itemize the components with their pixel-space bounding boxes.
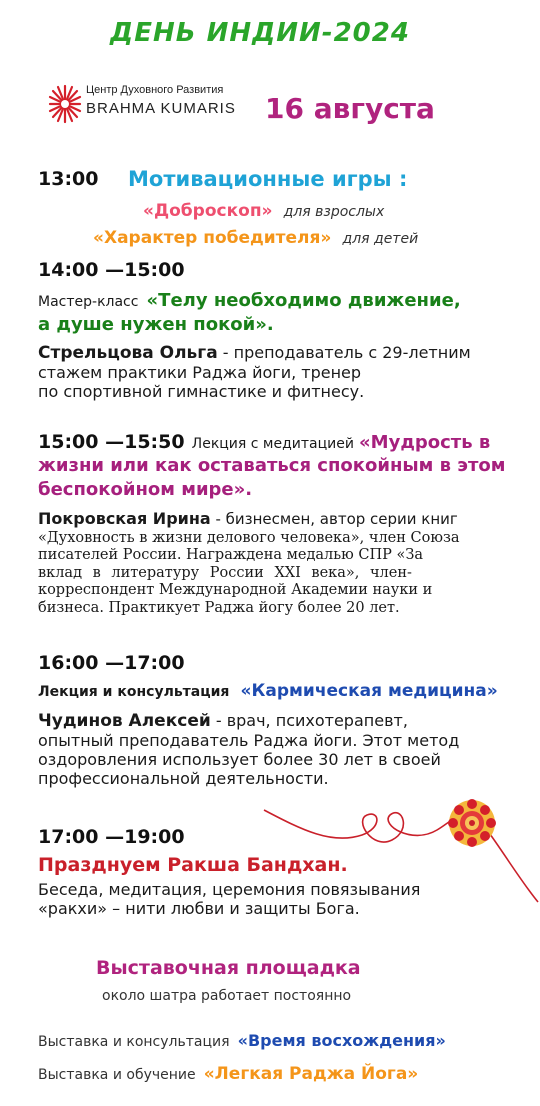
session-type: Лекция и консультация bbox=[38, 684, 230, 700]
game-name: «Характер победителя» bbox=[93, 228, 332, 248]
speaker-name: Чудинов Алексей bbox=[38, 711, 211, 731]
session-title-line1: «Мудрость в bbox=[359, 432, 491, 453]
exhibit-prefix: Выставка и обучение bbox=[38, 1067, 196, 1083]
speaker-name: Стрельцова Ольга bbox=[38, 343, 218, 363]
brahma-kumaris-logo-icon bbox=[48, 84, 82, 124]
exhibit-name: «Время восхождения» bbox=[237, 1031, 446, 1050]
speaker-desc: стажем практики Раджа йоги, тренер bbox=[38, 363, 362, 382]
speaker-desc: бизнеса. Практикует Раджа йогу более 20 лет. bbox=[38, 599, 400, 616]
raksha-desc-line: Беседа, медитация, церемония повязывания bbox=[38, 880, 421, 899]
exhibit-title: Выставочная площадка bbox=[96, 957, 361, 979]
exhibit-name: «Легкая Раджа Йога» bbox=[203, 1064, 419, 1084]
speaker-desc: вклад в литературу России XXI века», член- bbox=[38, 564, 412, 581]
speaker-block bbox=[38, 343, 528, 401]
motivation-heading: Мотивационные игры : bbox=[128, 167, 408, 191]
speaker-desc: по спортивной гимнастике и фитнесу. bbox=[38, 382, 365, 401]
time-14: 14:00 —15:00 bbox=[38, 259, 185, 281]
speaker-desc: оздоровления использует более 30 лет в своей bbox=[38, 750, 441, 769]
raksha-desc-line: «ракхи» – нити любви и защиты Бога. bbox=[38, 899, 360, 918]
time-16: 16:00 —17:00 bbox=[38, 652, 185, 674]
session-title-line2: а душе нужен покой». bbox=[38, 314, 274, 335]
speaker-desc: «Духовность в жизни делового человека», член Союза bbox=[38, 529, 460, 546]
speaker-desc: - преподаватель с 29-летним bbox=[217, 343, 471, 362]
exhibit-subtitle: около шатра работает постоянно bbox=[102, 988, 352, 1004]
session-title-line3: беспокойном мире». bbox=[38, 479, 253, 500]
session-type: Лекция с медитацией bbox=[191, 436, 354, 452]
raksha-desc bbox=[38, 880, 508, 918]
speaker-desc: профессиональной деятельности. bbox=[38, 769, 329, 788]
speaker-desc: - врач, психотерапевт, bbox=[210, 711, 408, 730]
page-title: ДЕНЬ ИНДИИ-2024 bbox=[110, 18, 410, 48]
org-subtitle: Центр Духовного Развития bbox=[86, 84, 224, 96]
game-audience: для взрослых bbox=[283, 204, 385, 220]
org-brand: BRAHMA KUMARIS bbox=[86, 100, 236, 117]
speaker-desc: опытный преподаватель Раджа йоги. Этот метод bbox=[38, 731, 460, 750]
speaker-desc: корреспондент Международной Академии науки и bbox=[38, 582, 433, 598]
speaker-desc: - бизнесмен, автор серии книг bbox=[210, 510, 458, 528]
masterclass bbox=[38, 290, 518, 311]
event-date: 16 августа bbox=[265, 92, 435, 125]
raksha-title: Празднуем Ракша Бандхан. bbox=[38, 854, 348, 876]
exhibit-prefix: Выставка и консультация bbox=[38, 1034, 230, 1050]
org-name bbox=[86, 84, 236, 117]
speaker-block bbox=[38, 711, 528, 788]
time-17: 17:00 —19:00 bbox=[38, 826, 185, 848]
speaker-desc: писателей России. Награждена медалью СПР «За bbox=[38, 547, 424, 563]
time-13: 13:00 bbox=[38, 168, 99, 190]
lecture-wisdom bbox=[38, 431, 538, 453]
session-type: Мастер-класс bbox=[38, 294, 139, 310]
exhibit-item-yoga bbox=[38, 1064, 418, 1084]
session-title-line1: «Телу необходимо движение, bbox=[146, 290, 461, 311]
game-character bbox=[93, 228, 418, 248]
speaker-block bbox=[38, 510, 524, 617]
session-title-line2: жизни или как оставаться спокойным в этом bbox=[38, 455, 506, 476]
lecture-karma bbox=[38, 681, 538, 701]
exhibit-item-time bbox=[38, 1031, 446, 1050]
speaker-name: Покровская Ирина bbox=[38, 509, 211, 528]
session-title: «Кармическая медицина» bbox=[240, 681, 498, 701]
time-15: 15:00 —15:50 bbox=[38, 431, 185, 453]
game-name: «Доброскоп» bbox=[143, 201, 273, 221]
game-dobroskop bbox=[143, 201, 384, 221]
game-audience: для детей bbox=[342, 231, 419, 247]
